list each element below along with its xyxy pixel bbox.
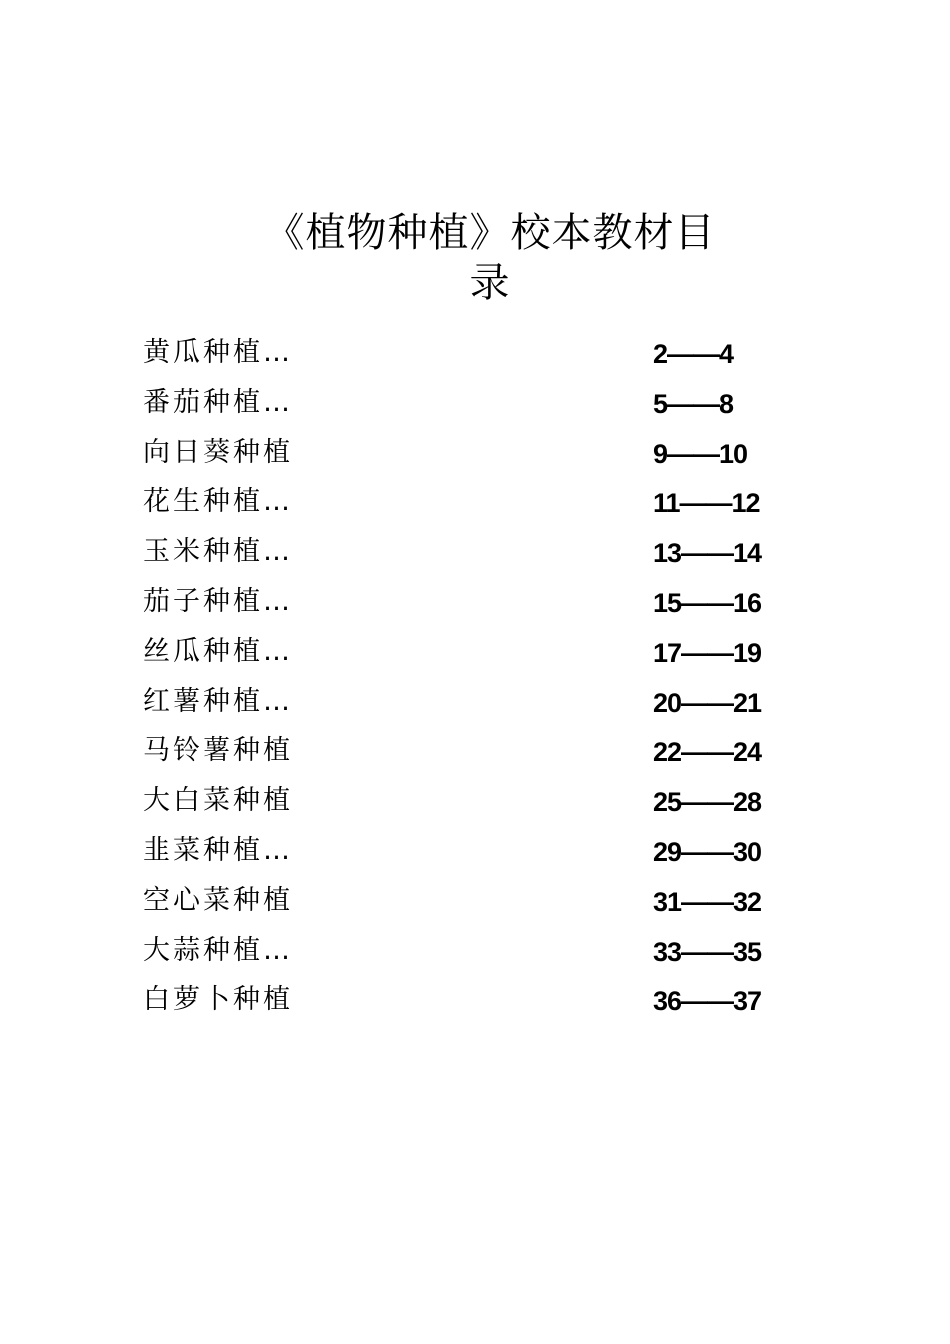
toc-entry-pages: 9——10 — [653, 438, 748, 469]
toc-entry — [143, 828, 823, 878]
toc-entry-name: 白萝卜种植 — [143, 984, 293, 1016]
toc-entry-name: 玉米种植… — [143, 536, 293, 568]
toc-entry — [143, 629, 823, 679]
toc-entry — [143, 928, 823, 978]
toc-entry-pages: 33——35 — [653, 936, 762, 967]
toc-entry-pages: 36——37 — [653, 986, 762, 1017]
table-of-contents — [143, 330, 823, 1027]
toc-entry-name: 韭菜种植… — [143, 834, 293, 866]
toc-entry-name: 空心菜种植 — [143, 884, 293, 916]
toc-entry-pages: 22——24 — [653, 737, 762, 768]
toc-entry — [143, 479, 823, 529]
toc-entry — [143, 878, 823, 928]
toc-entry — [143, 778, 823, 828]
toc-entry — [143, 728, 823, 778]
toc-entry-pages: 17——19 — [653, 637, 762, 668]
toc-title: 《植物种植》校本教材目录 — [264, 210, 716, 306]
toc-entry — [143, 679, 823, 729]
toc-entry-name: 马铃薯种植 — [143, 735, 293, 767]
toc-entry-pages: 25——28 — [653, 787, 762, 818]
toc-entry-name: 大蒜种植… — [143, 934, 293, 966]
toc-entry — [143, 579, 823, 629]
toc-entry-pages: 20——21 — [653, 687, 762, 718]
toc-entry-pages: 29——30 — [653, 836, 762, 867]
toc-entry-pages: 2——4 — [653, 339, 734, 369]
toc-entry-name: 丝瓜种植… — [143, 635, 293, 667]
toc-entry-pages: 31——32 — [653, 886, 762, 917]
toc-entry — [143, 380, 823, 430]
toc-entry-name: 番茄种植… — [143, 386, 293, 418]
toc-entry-name: 红薯种植… — [143, 685, 293, 717]
toc-entry — [143, 330, 823, 380]
toc-entry-name: 向日葵种植 — [143, 436, 293, 468]
toc-entry — [143, 977, 823, 1027]
toc-entry — [143, 529, 823, 579]
toc-entry-pages: 15——16 — [653, 587, 762, 618]
toc-entry-name: 茄子种植… — [143, 585, 293, 617]
toc-entry-name: 黄瓜种植… — [143, 337, 293, 368]
toc-entry-pages: 11——12 — [653, 488, 760, 519]
toc-entry-pages: 5——8 — [653, 388, 734, 419]
toc-entry — [143, 430, 823, 480]
toc-entry-name: 花生种植… — [143, 486, 293, 518]
toc-entry-pages: 13——14 — [653, 538, 762, 569]
toc-entry-name: 大白菜种植 — [143, 785, 293, 817]
